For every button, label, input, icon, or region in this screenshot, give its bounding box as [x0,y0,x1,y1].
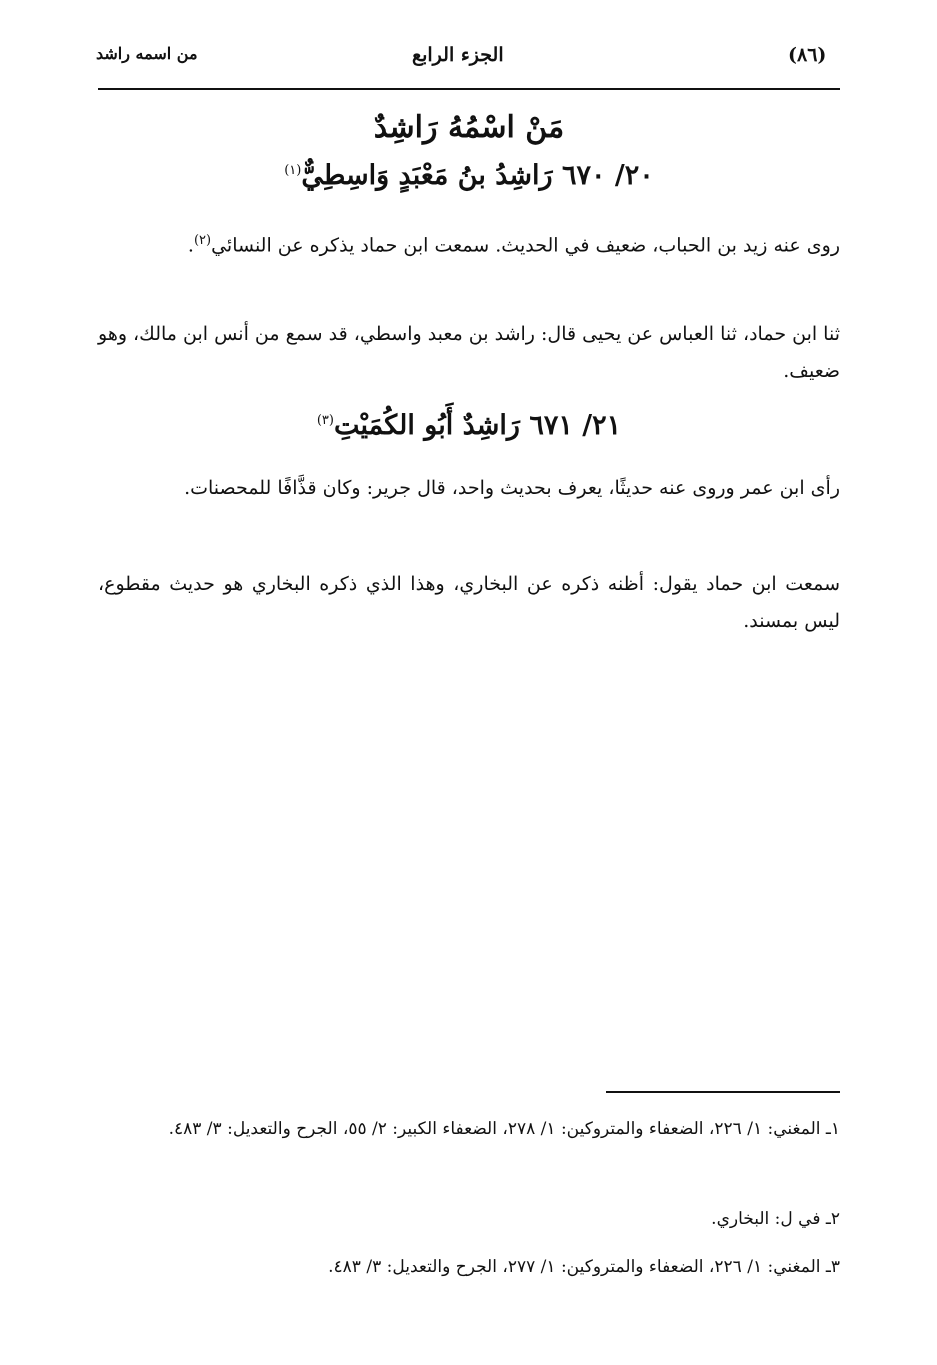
footnote-ref: (٢) [193,233,212,248]
entry-heading-text: ٢١/ ٦٧١ رَاشِدٌ أَبُو الكُمَيْتِ [333,410,622,441]
entry-heading [98,160,840,191]
paragraph-text: رأى ابن عمر وروى عنه حديثًا، يعرف بحديث واحد، قال جرير: وكان قذَّافًا للمحصنات. [184,477,840,499]
paragraph-text: سمعت ابن حماد يقول: أظنه ذكره عن البخاري، وهذا الذي ذكره البخاري هو حديث مقطوع، ليس بمسند. [98,573,840,632]
entry-heading [98,410,840,441]
page-number: (٨٦) [788,44,827,66]
running-section-title: من اسمه راشد [96,44,198,63]
paragraph [98,470,840,507]
footnote: ٢ـ في ل: البخاري. [711,1209,840,1229]
volume-title: الجزء الرابع [412,44,504,66]
footnote: ٣ـ المغني: ١/ ٢٢٦، الضعفاء والمتروكين: ١/ ٢٧٧، الجرح والتعديل: ٣/ ٤٨٣. [328,1257,840,1277]
paragraph-text: ثنا ابن حماد، ثنا العباس عن يحيى قال: راشد بن معبد واسطي، قد سمع من أنس ابن مالك، وهو ضعيف. [98,323,840,382]
paragraph [98,222,840,264]
entry-heading-text: ٢٠/ ٦٧٠ رَاشِدُ بنُ مَعْبَدٍ وَاسِطِيٌّ [301,160,654,191]
paragraph-text: روى عنه زيد بن الحباب، ضعيف في الحديث. سمعت ابن حماد يذكره عن النسائي [211,234,840,257]
paragraph [98,316,840,390]
footnote-ref: (٣) [316,413,334,428]
footnote-ref: (١) [284,163,302,178]
footnote: ١ـ المغني: ١/ ٢٢٦، الضعفاء والمتروكين: ١/ ٢٧٨، الضعفاء الكبير: ٢/ ٥٥، الجرح والتعديل: ٣/ ٤٨٣. [168,1119,840,1139]
section-title: مَنْ اسْمُهُ رَاشِدٌ [373,110,565,145]
paragraph [98,566,840,640]
paragraph-tail: . [187,234,194,257]
header-divider [98,88,840,90]
footnote-divider [606,1091,840,1093]
